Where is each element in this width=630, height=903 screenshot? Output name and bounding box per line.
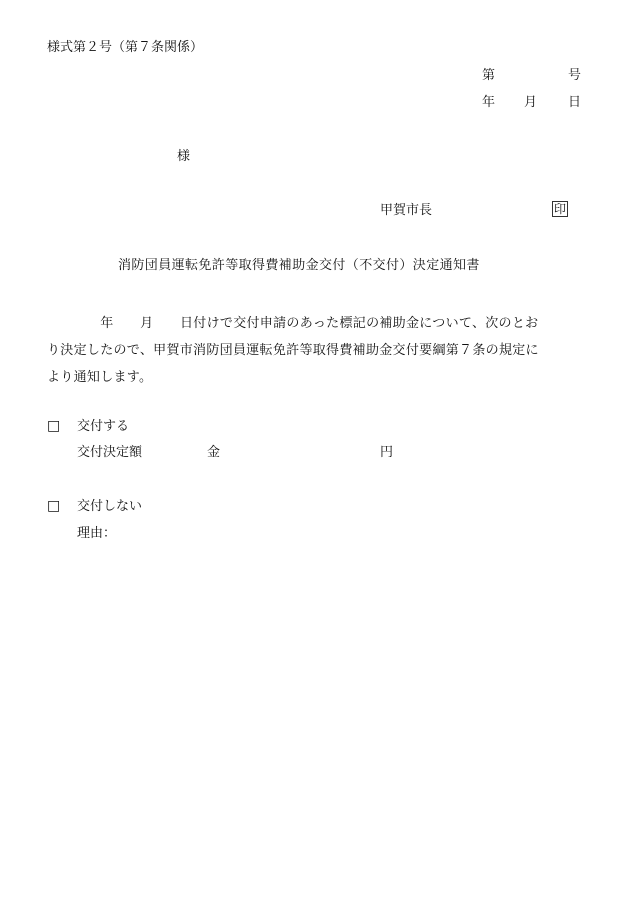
date-day-label: 日 — [568, 95, 582, 110]
form-number: 様式第２号（第７条関係） — [47, 40, 204, 55]
addressee-honorific: 様 — [177, 149, 191, 164]
notice-body — [47, 310, 585, 391]
currency-prefix: 金 — [207, 445, 221, 460]
number-suffix: 号 — [568, 68, 582, 83]
grant-checkbox[interactable]: □ — [47, 418, 61, 434]
grant-option-label: 交付する — [77, 419, 130, 434]
body-line-1: 年 月 日付けで交付申請のあった標記の補助金について、次のとお — [47, 316, 539, 331]
grant-amount-label: 交付決定額 — [77, 445, 143, 460]
currency-suffix: 円 — [380, 445, 394, 460]
body-line-3: より通知します。 — [47, 370, 153, 385]
no-grant-checkbox[interactable]: □ — [47, 498, 61, 514]
seal-mark: 印 — [554, 202, 567, 216]
number-prefix: 第 — [482, 68, 496, 83]
document-title: 消防団員運転免許等取得費補助金交付（不交付）決定通知書 — [118, 258, 480, 273]
date-month-label: 月 — [524, 95, 538, 110]
reason-label: 理由： — [77, 526, 117, 541]
no-grant-option-label: 交付しない — [77, 499, 143, 514]
date-year-label: 年 — [482, 95, 496, 110]
body-line-2: り決定したので、甲賀市消防団員運転免許等取得費補助金交付要綱第７条の規定に — [47, 343, 539, 358]
issuer-title: 甲賀市長 — [380, 203, 433, 218]
